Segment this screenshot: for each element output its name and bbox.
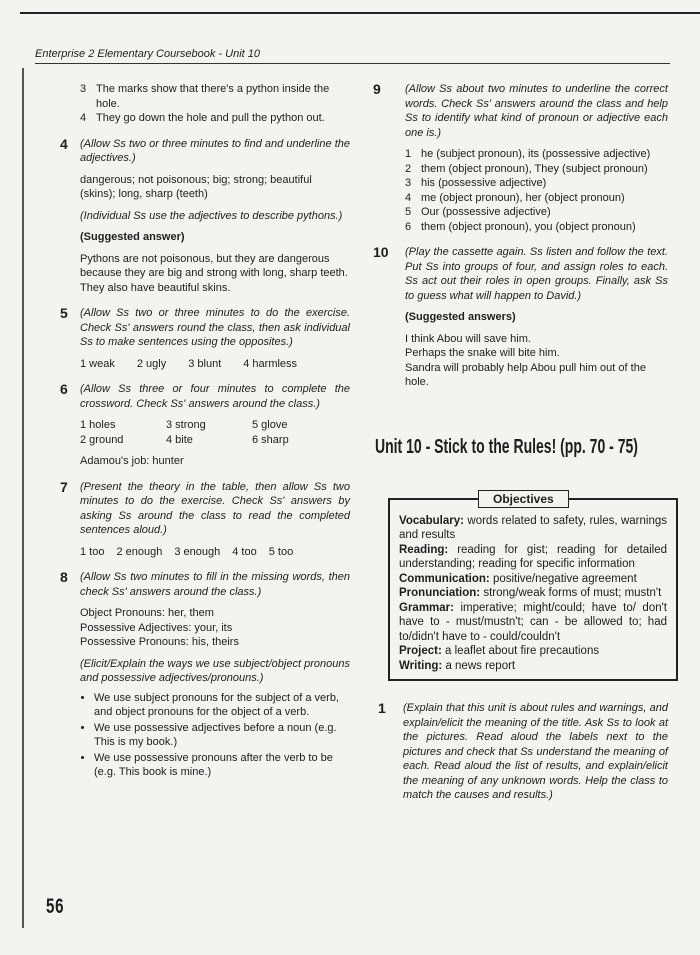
exercise-number: 1 <box>378 700 386 716</box>
answer: Adamou's job: hunter <box>80 455 184 467</box>
instruction: (Allow Ss three or four minutes to complete the crossword. Check Ss' answers around the class.) <box>80 383 350 410</box>
instruction: (Allow Ss two or three minutes to do the exercise. Check Ss' answers round the class, then ask individual Ss to make sentences using the opposites.) <box>80 307 350 348</box>
instruction: (Explain that this unit is about rules and warnings, and explain/elicit the meaning of the title. Ask Ss to look at the pictures. Read aloud the labels next to the pictures and check that Ss understand the meaning of each. Read aloud the list of results, and explain/elicit the meaning of any unknown words. Help the class to match the causes and results.) <box>403 702 668 801</box>
suggested-label: (Suggested answer) <box>80 231 185 243</box>
answer-row: 1 weak 2 ugly 3 blunt 4 harmless <box>80 357 298 370</box>
exercise-7 <box>60 480 350 560</box>
list-item: 2 them (object pronoun), They (subject pronoun) <box>405 162 648 175</box>
instruction: (Allow Ss about two minutes to underline the correct words. Check Ss' answers around the class and help Ss to identify what kind of pronoun or adjective each one is.) <box>405 83 668 139</box>
right-column <box>373 82 668 814</box>
exercise-number: 10 <box>373 244 389 260</box>
exercise-9 <box>373 82 668 234</box>
exercise-1 <box>378 701 668 803</box>
top-rule <box>20 12 700 14</box>
objective-item: Writing: a news report <box>399 659 516 672</box>
suggested-answers: I think Abou will save him. Perhaps the snake will bite him. Sandra will probably help Abou pull him out of the hole. <box>405 332 646 388</box>
list-item: 1 he (subject pronoun), its (possessive adjective) <box>405 148 651 160</box>
exercise-5 <box>60 306 350 371</box>
list-item: 6 them (object pronoun), you (object pronoun) <box>405 220 636 233</box>
instruction: (Allow Ss two or three minutes to find and underline the adjectives.) <box>80 137 350 164</box>
list-item: 3 his (possessive adjective) <box>405 177 547 189</box>
list-item: • We use possessive adjectives before a noun (e.g. This is my book.) <box>94 721 350 750</box>
list-item: 3 The marks show that there's a python inside the hole. <box>80 83 330 110</box>
exercise-number: 9 <box>373 81 381 97</box>
bullet-list <box>80 691 350 780</box>
answer: dangerous; not poisonous; big; strong; beautiful (skins); long, sharp (teeth) <box>80 173 312 200</box>
instruction: (Present the theory in the table, then allow Ss two minutes to do the exercise. Check Ss' answers by asking Ss around the class to read the completed sentences aloud.) <box>80 480 350 536</box>
objective-item: Grammar: imperative; might/could; have to/ don't have to - must/mustn't; can - be allowed to; had to/didn't have to - could/couldn't <box>399 601 667 643</box>
running-header: Enterprise 2 Elementary Coursebook - Unit 10 <box>35 48 670 64</box>
exercise-4 <box>60 137 350 296</box>
objective-item: Project: a leaflet about fire precautions <box>399 645 600 657</box>
list-item: • We use subject pronouns for the subject of a verb, and object pronouns for the object of a verb. <box>94 691 350 720</box>
exercise-8 <box>60 570 350 780</box>
exercise-number: 5 <box>60 305 68 321</box>
answer-row: 1 too 2 enough 3 enough 4 too 5 too <box>80 545 294 558</box>
objective-item: Communication: positive/negative agreement <box>399 572 637 585</box>
exercise-number: 4 <box>60 135 68 152</box>
exercise-6 <box>60 382 350 469</box>
exercise-3-continued <box>60 82 350 126</box>
page-number: 56 <box>46 895 65 918</box>
answer-grid: 1 holes 3 strong 5 glove 2 ground 4 bite 6 sharp <box>80 419 289 446</box>
instruction: (Elicit/Explain the ways we use subject/object pronouns and possessive adjectives/pronouns.) <box>80 657 350 684</box>
answer-lines: Object Pronouns: her, them Possessive Adjectives: your, its Possessive Pronouns: his, theirs <box>80 607 239 648</box>
margin-rule <box>22 68 24 928</box>
objectives-box <box>388 491 678 682</box>
left-column <box>60 82 350 791</box>
answer-list <box>405 147 668 234</box>
list-item: 4 They go down the hole and pull the python out. <box>80 112 325 124</box>
exercise-number: 6 <box>60 381 68 397</box>
instruction: (Play the cassette again. Ss listen and follow the text. Put Ss into groups of four, and assign roles to each. Ss act out their roles in open groups. Finally, ask Ss to guess what will happen to David.) <box>405 246 668 302</box>
instruction: (Individual Ss use the adjectives to describe pythons.) <box>80 209 343 222</box>
unit-title: Unit 10 - Stick to the Rules! (pp. 70 - 75) <box>375 435 638 458</box>
list-item: 4 me (object pronoun), her (object pronoun) <box>405 191 625 204</box>
list-item: 5 Our (possessive adjective) <box>405 206 551 218</box>
exercise-10 <box>373 245 668 390</box>
exercise-number: 7 <box>60 478 68 495</box>
objective-item: Reading: reading for gist; reading for detailed understanding; reading for specific information <box>399 543 667 570</box>
list-item: • We use possessive pronouns after the verb to be (e.g. This book is mine.) <box>94 751 350 780</box>
instruction: (Allow Ss two minutes to fill in the missing words, then check Ss' answers around the class.) <box>80 571 350 598</box>
objective-item: Vocabulary: words related to safety, rules, warnings and results <box>399 514 667 541</box>
suggested-answer: Pythons are not poisonous, but they are dangerous because they are big and strong with long, sharp teeth. They also have beautiful skins. <box>80 252 348 294</box>
objectives-label: Objectives <box>478 490 569 509</box>
exercise-number: 8 <box>60 569 68 585</box>
objective-item: Pronunciation: strong/weak forms of must; mustn't <box>399 587 662 599</box>
suggested-label: (Suggested answers) <box>405 311 516 323</box>
